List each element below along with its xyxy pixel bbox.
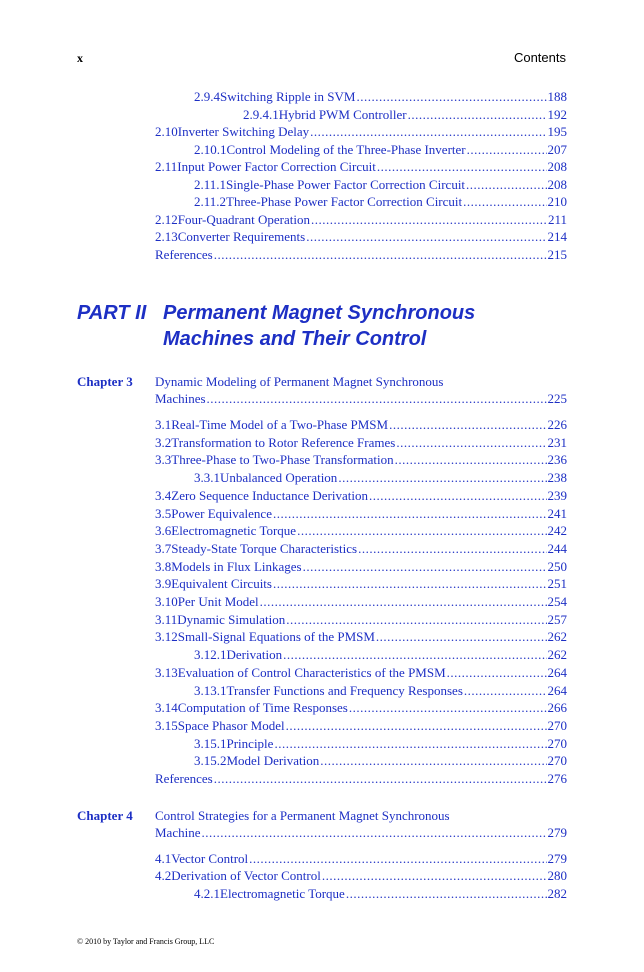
- page-ref: 262: [547, 647, 567, 663]
- section-number: 2.9.4.1: [243, 106, 279, 122]
- section-number: 3.15.1: [194, 735, 227, 751]
- section-number: 4.1: [155, 851, 172, 866]
- page-ref: 279: [547, 851, 567, 866]
- leader-dots: [286, 718, 547, 734]
- page-ref: 195: [547, 124, 567, 139]
- leader-dots: [306, 229, 546, 245]
- page-ref: 264: [547, 664, 567, 680]
- section-number: 3.13: [155, 664, 178, 680]
- toc-entry[interactable]: [155, 506, 567, 522]
- page-ref: 238: [547, 470, 567, 486]
- section-title: Vector Control: [171, 851, 249, 866]
- page-ref: 188: [547, 89, 567, 104]
- toc-entry[interactable]: [155, 559, 567, 575]
- section-number: 3.4: [155, 487, 172, 503]
- page-ref: 215: [547, 246, 567, 262]
- section-number: 4.2.1: [194, 885, 220, 901]
- section-number: 2.11.1: [194, 176, 227, 192]
- section-number: 3.12: [155, 629, 178, 645]
- page-ref: 254: [547, 594, 567, 609]
- toc-entry[interactable]: [155, 576, 567, 592]
- section-number: 3.14: [155, 700, 178, 716]
- section-title: Real-Time Model of a Two-Phase PMSM: [171, 417, 389, 432]
- section-title: Derivation of Vector Control: [171, 868, 321, 884]
- toc-entry[interactable]: [155, 629, 567, 645]
- section-title: Electromagnetic Torque: [171, 523, 297, 539]
- page-ref: 214: [547, 229, 567, 244]
- section-number: 3.12.1: [194, 647, 227, 663]
- section-title: Three-Phase Power Factor Correction Circuit: [226, 194, 463, 209]
- toc-entry[interactable]: [155, 523, 567, 539]
- toc-entry[interactable]: [194, 683, 567, 699]
- page-ref: 270: [547, 735, 567, 751]
- leader-dots: [376, 629, 547, 645]
- toc-entry[interactable]: [155, 771, 567, 787]
- part-label: PART II: [77, 302, 147, 324]
- page-ref: 192: [547, 106, 567, 122]
- section-title: Single-Phase Power Factor Correction Circuit: [226, 176, 466, 192]
- leader-dots: [322, 868, 547, 884]
- section-number: 3.13.1: [194, 682, 227, 698]
- section-number: 2.12: [155, 211, 178, 227]
- section-title: Four-Quadrant Operation: [177, 211, 310, 227]
- leader-dots: [377, 159, 547, 175]
- part-title-line2: Machines and Their Control: [163, 328, 427, 350]
- toc-entry[interactable]: [155, 718, 567, 734]
- page-ref: 236: [547, 452, 567, 468]
- toc-entry[interactable]: [155, 868, 567, 884]
- chapter-3-title-line2[interactable]: [155, 391, 567, 407]
- section-number: 3.3.1: [194, 470, 220, 486]
- section-title: Transformation to Rotor Reference Frames: [171, 434, 396, 450]
- toc-entry[interactable]: [194, 470, 567, 486]
- running-header: Contents: [513, 50, 566, 65]
- section-title: Input Power Factor Correction Circuit: [177, 159, 376, 174]
- section-title: References: [155, 771, 213, 786]
- copyright-footer: © 2010 by Taylor and Francis Group, LLC: [77, 937, 215, 946]
- section-title: Derivation: [226, 647, 283, 663]
- leader-dots: [346, 886, 547, 902]
- toc-entry[interactable]: [155, 488, 567, 504]
- leader-dots: [395, 452, 547, 468]
- toc-entry[interactable]: [155, 851, 567, 867]
- section-title: References: [155, 246, 213, 262]
- section-number: 3.10: [155, 594, 178, 609]
- toc-entry[interactable]: [155, 541, 567, 557]
- page-ref: 279: [547, 825, 567, 840]
- page-ref: 207: [547, 141, 567, 157]
- leader-dots: [310, 124, 546, 140]
- section-number: 2.11: [155, 159, 178, 174]
- leader-dots: [466, 177, 546, 193]
- leader-dots: [369, 488, 547, 504]
- page-ref: 262: [547, 629, 567, 645]
- section-title: Converter Requirements: [177, 229, 306, 244]
- page-ref: 244: [547, 540, 567, 556]
- section-number: 2.10: [155, 124, 178, 139]
- toc-entry[interactable]: [194, 886, 567, 902]
- page-ref: 242: [547, 523, 567, 539]
- section-number: 2.13: [155, 229, 178, 244]
- leader-dots: [303, 559, 547, 575]
- section-number: 2.11.2: [194, 194, 227, 209]
- section-title: Transfer Functions and Frequency Responses: [226, 682, 463, 698]
- section-number: 3.1: [155, 417, 172, 432]
- section-number: 3.15: [155, 717, 178, 733]
- toc-entry[interactable]: [155, 700, 567, 716]
- leader-dots: [320, 753, 546, 769]
- page-ref: 250: [547, 558, 567, 574]
- leader-dots: [311, 212, 547, 228]
- toc-entry[interactable]: [194, 736, 567, 752]
- leader-dots: [274, 736, 546, 752]
- page-ref: 251: [547, 576, 567, 592]
- chapter-4-label: Chapter 4: [77, 808, 133, 823]
- toc-entry[interactable]: [194, 647, 567, 663]
- toc-entry[interactable]: [155, 229, 567, 245]
- section-number: 3.9: [155, 576, 172, 592]
- section-title: Power Equivalence: [171, 505, 272, 521]
- chapter-3-title-line1: Dynamic Modeling of Permanent Magnet Synchronous: [155, 374, 444, 389]
- leader-dots: [214, 247, 547, 263]
- toc-entry[interactable]: [155, 417, 567, 433]
- section-title: Switching Ripple in SVM: [220, 89, 356, 104]
- leader-dots: [389, 417, 546, 433]
- page-ref: 210: [547, 194, 567, 209]
- part-title: [163, 300, 475, 352]
- chapter-title-text: Machines: [155, 391, 206, 406]
- toc-entry[interactable]: [194, 89, 567, 105]
- part-title-line1: Permanent Magnet Synchronous: [163, 302, 476, 324]
- toc-entry[interactable]: [155, 124, 567, 140]
- chapter-title-text: Machine: [155, 825, 201, 840]
- leader-dots: [464, 683, 547, 699]
- section-title: Steady-State Torque Characteristics: [171, 540, 358, 556]
- section-title: Dynamic Simulation: [177, 611, 286, 627]
- page-ref: 208: [547, 176, 567, 192]
- chapter-3-label: Chapter 3: [77, 374, 133, 389]
- leader-dots: [396, 435, 546, 451]
- page-ref: 241: [547, 505, 567, 521]
- page-ref: 270: [547, 753, 567, 769]
- section-number: 4.2: [155, 868, 172, 884]
- toc-entry[interactable]: [194, 177, 567, 193]
- section-number: 3.11: [155, 611, 178, 627]
- leader-dots: [201, 825, 546, 841]
- section-title: Evaluation of Control Characteristics of the PMSM: [177, 664, 446, 680]
- page-ref: 225: [547, 391, 567, 406]
- leader-dots: [207, 391, 547, 407]
- page-number-roman: x: [77, 51, 83, 65]
- section-title: Unbalanced Operation: [220, 470, 338, 486]
- leader-dots: [283, 647, 546, 663]
- page-ref: 280: [547, 868, 567, 884]
- section-title: Zero Sequence Inductance Derivation: [171, 487, 368, 503]
- leader-dots: [467, 142, 547, 158]
- section-number: 3.15.2: [194, 753, 227, 769]
- toc-entry[interactable]: [243, 107, 567, 123]
- section-title: Principle: [226, 735, 274, 751]
- page-ref: 257: [547, 611, 567, 627]
- page-ref: 264: [547, 682, 567, 698]
- toc-entry[interactable]: [155, 612, 567, 628]
- leader-dots: [338, 470, 546, 486]
- leader-dots: [249, 851, 546, 867]
- leader-dots: [408, 107, 547, 123]
- section-title: Electromagnetic Torque: [220, 885, 345, 901]
- section-title: Hybrid PWM Controller: [278, 106, 407, 122]
- toc-entry[interactable]: [155, 665, 567, 681]
- section-title: Small-Signal Equations of the PMSM: [177, 629, 375, 645]
- toc-entry[interactable]: [194, 142, 567, 158]
- leader-dots: [260, 594, 547, 610]
- section-number: 2.10.1: [194, 141, 227, 157]
- section-title: Control Modeling of the Three-Phase Inverter: [226, 141, 466, 157]
- page-ref: 239: [547, 487, 567, 503]
- section-title: Equivalent Circuits: [171, 576, 272, 592]
- section-number: 3.3: [155, 452, 172, 468]
- toc-entry[interactable]: [155, 212, 567, 228]
- toc-entry[interactable]: [194, 753, 567, 769]
- toc-entry[interactable]: [155, 247, 567, 263]
- leader-dots: [286, 612, 546, 628]
- section-title: Three-Phase to Two-Phase Transformation: [171, 452, 394, 468]
- page-ref: 226: [547, 417, 567, 432]
- leader-dots: [358, 541, 546, 557]
- leader-dots: [273, 506, 547, 522]
- section-title: Models in Flux Linkages: [171, 558, 302, 574]
- section-number: 3.7: [155, 540, 172, 556]
- toc-entry[interactable]: [155, 594, 567, 610]
- leader-dots: [273, 576, 547, 592]
- page-ref: 282: [547, 885, 567, 901]
- page-ref: 270: [547, 717, 567, 733]
- section-title: Per Unit Model: [177, 594, 259, 609]
- page-ref: 276: [547, 771, 567, 786]
- section-title: Model Derivation: [226, 753, 320, 769]
- section-number: 3.5: [155, 505, 172, 521]
- toc-entry[interactable]: [155, 159, 567, 175]
- leader-dots: [463, 194, 546, 210]
- section-number: 3.8: [155, 558, 172, 574]
- chapter-4-title-line1: Control Strategies for a Permanent Magnet Synchronous: [155, 808, 450, 823]
- section-title: Inverter Switching Delay: [177, 124, 310, 139]
- toc-entry[interactable]: [155, 452, 567, 468]
- page-ref: 231: [547, 434, 567, 450]
- leader-dots: [214, 771, 547, 787]
- page-ref: 211: [547, 211, 567, 227]
- chapter-4-title-line2[interactable]: [155, 825, 567, 841]
- leader-dots: [356, 89, 546, 105]
- leader-dots: [447, 665, 547, 681]
- section-number: 3.2: [155, 434, 172, 450]
- section-title: Computation of Time Responses: [177, 700, 348, 716]
- section-title: Space Phasor Model: [177, 717, 285, 733]
- leader-dots: [349, 700, 547, 716]
- toc-entry[interactable]: [155, 435, 567, 451]
- section-number: 3.6: [155, 523, 172, 539]
- page-ref: 266: [547, 700, 567, 716]
- toc-entry[interactable]: [194, 194, 567, 210]
- section-number: 2.9.4: [194, 89, 220, 104]
- page-ref: 208: [547, 159, 567, 174]
- leader-dots: [297, 523, 546, 539]
